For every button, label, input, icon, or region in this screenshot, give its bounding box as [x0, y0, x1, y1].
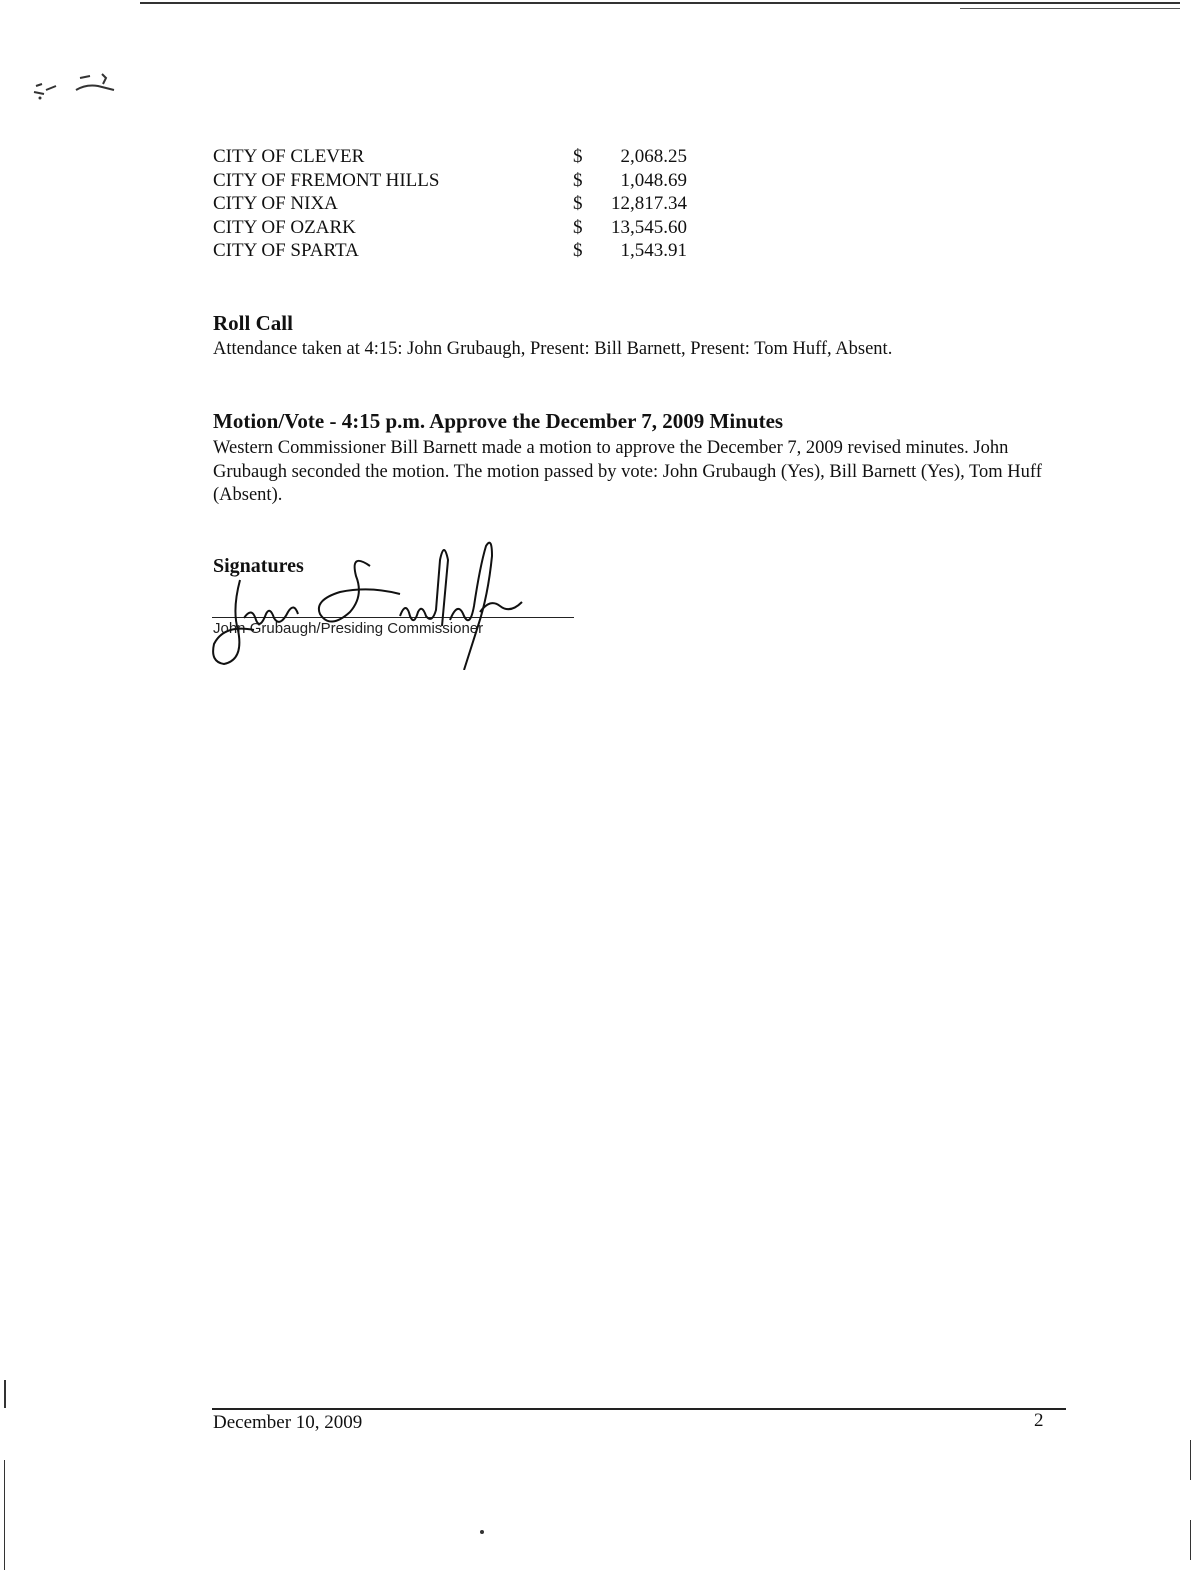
payment-city: CITY OF CLEVER [213, 146, 365, 167]
payment-currency: $ [573, 216, 583, 238]
scan-edge-mark [1190, 1440, 1191, 1480]
payment-amount: 13,545.60 [611, 216, 687, 238]
handwritten-signature [200, 540, 540, 670]
payment-city: CITY OF NIXA [213, 193, 338, 214]
motion-heading: Motion/Vote - 4:15 p.m. Approve the December 7, 2009 Minutes [213, 409, 784, 433]
signature-caption: John Grubaugh/Presiding Commissioner [213, 620, 484, 637]
page-number: 2 [1034, 1410, 1044, 1431]
payment-row [213, 145, 693, 169]
payment-amount: 12,817.34 [611, 193, 687, 214]
payment-city: CITY OF SPARTA [213, 240, 359, 261]
payment-city: CITY OF OZARK [213, 216, 356, 238]
payment-city: CITY OF FREMONT HILLS [213, 169, 440, 191]
payment-row [213, 239, 693, 263]
scan-edge-mark [4, 1380, 6, 1408]
payment-amount: 1,048.69 [620, 169, 687, 191]
payment-amount: 1,543.91 [620, 240, 687, 261]
scan-dot [480, 1530, 484, 1534]
scan-top-rule-secondary [960, 8, 1180, 9]
payment-list [213, 145, 693, 263]
payment-currency: $ [573, 240, 583, 261]
signatures-heading: Signatures [213, 555, 304, 577]
payment-currency: $ [573, 146, 583, 167]
payment-currency: $ [573, 169, 583, 191]
payment-row [213, 192, 693, 216]
scan-top-rule [140, 2, 1180, 4]
payment-amount: 2,068.25 [620, 146, 687, 167]
scan-edge-mark [4, 1460, 5, 1570]
footer-rule [212, 1408, 1066, 1410]
payment-currency: $ [573, 193, 583, 214]
roll-call-text: Attendance taken at 4:15: John Grubaugh, Present: Bill Barnett, Present: Tom Huff, Absent. [213, 339, 893, 359]
scan-corner-mark [32, 68, 122, 108]
motion-text: Western Commissioner Bill Barnett made a motion to approve the December 7, 2009 revised minutes. John Grubaugh seconded the motion. The motion passed by vote: John Grubaugh (Yes), Bill Barnett (Yes), Tom Huff (Absent). [213, 438, 1042, 505]
roll-call-heading: Roll Call [213, 311, 293, 335]
payment-row [213, 216, 693, 240]
footer-date: December 10, 2009 [213, 1412, 363, 1433]
payment-row [213, 169, 693, 193]
scan-edge-mark [1190, 1520, 1191, 1560]
